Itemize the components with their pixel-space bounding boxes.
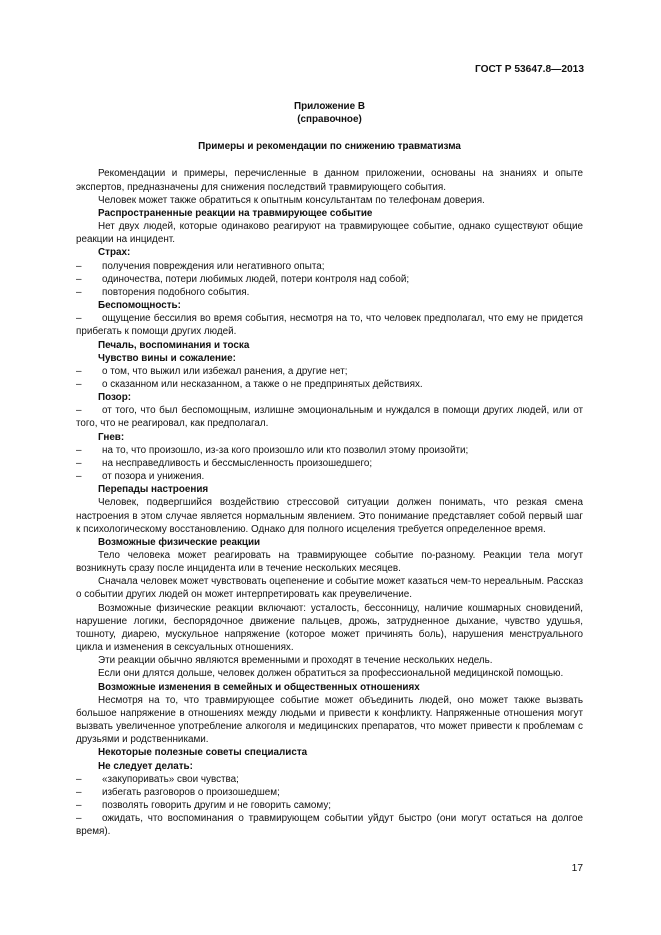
list-dash: –	[76, 457, 82, 469]
section-heading: Страх:	[98, 247, 131, 259]
list-item	[76, 260, 583, 273]
list-dash: –	[76, 799, 82, 811]
list-item-text: одиночества, потери любимых людей, потери контроля над собой;	[102, 273, 410, 285]
page-number: 17	[571, 863, 583, 874]
paragraph: Несмотря на то, что травмирующее событие может объединить людей, оно может также вызвать большое напряжение в отношениях между людьми и привести к конфликту. Напряженные отношения могут вызвать увеличенное употребление алкоголя и медицинских препаратов, что может привести к проблемам с друзьями и родственниками.	[76, 694, 583, 746]
paragraph: Нет двух людей, которые одинаково реагируют на травмирующее событие, однако существуют общие реакции на инцидент.	[76, 221, 583, 246]
list-dash: –	[76, 405, 82, 417]
section-heading: Печаль, воспоминания и тоска	[98, 339, 250, 351]
document-body	[76, 100, 583, 838]
list-item	[76, 786, 583, 799]
list-item	[76, 444, 583, 457]
list-item	[76, 286, 583, 299]
annex-title-block	[76, 100, 583, 126]
paragraph: Рекомендации и примеры, перечисленные в данном приложении, основаны на знаниях и опыте экспертов, предназначены для снижения последствий травмирующего события.	[76, 168, 583, 193]
list-item-text: получения повреждения или негативного опыта;	[102, 260, 325, 272]
list-item	[76, 470, 583, 483]
list-item-text: о сказанном или несказанном, а также о не предпринятых действиях.	[102, 378, 423, 390]
section-heading: Возможные изменения в семейных и общественных отношениях	[98, 681, 420, 693]
list-item	[76, 457, 583, 470]
list-item-text: ожидать, что воспоминания о травмирующем событии уйдут быстро (они могут остаться на долгое время).	[76, 813, 583, 838]
document-id: ГОСТ Р 53647.8—2013	[474, 64, 584, 75]
section-heading: Гнев:	[98, 431, 125, 443]
section-heading: Перепады настроения	[98, 484, 209, 496]
list-item	[76, 312, 583, 338]
list-item	[76, 273, 583, 286]
section-heading: Чувство вины и сожаление:	[98, 352, 236, 364]
list-item-text: позволять говорить другим и не говорить самому;	[102, 799, 332, 811]
list-item	[76, 773, 583, 786]
paragraph: Сначала человек может чувствовать оцепенение и событие может казаться чем-то нереальным. Рассказ о событии других людей он может интерпретировать как преувеличение.	[76, 576, 583, 601]
list-dash: –	[76, 286, 82, 298]
annex-title: Приложение В	[293, 101, 365, 112]
list-item-text: от позора и унижения.	[102, 471, 205, 483]
list-item	[76, 404, 583, 430]
list-item-text: от того, что был беспомощным, излишне эмоциональным и нуждался в помощи других людей, или от того, что не реагировал, как предполагал.	[76, 405, 583, 430]
section-heading: Не следует делать:	[98, 760, 193, 772]
list-dash: –	[76, 365, 82, 377]
section-heading: Некоторые полезные советы специалиста	[98, 747, 308, 759]
list-item	[76, 378, 583, 391]
list-item	[76, 812, 583, 838]
section-heading: Беспомощность:	[98, 300, 181, 312]
list-item-text: «закупоривать» свои чувства;	[102, 773, 239, 785]
paragraph: Человек, подвергшийся воздействию стрессовой ситуации должен понимать, что резкая смена настроения в этом случае является нормальным явлением. Это понимание представляет собой первый шаг к психологическому восстановлению. Однако для полного исцеления требуется определенное время.	[76, 497, 583, 535]
list-dash: –	[76, 313, 82, 325]
list-item	[76, 365, 583, 378]
list-item-text: ощущение бессилия во время события, несмотря на то, что человек предполагал, что ему не придется прибегать к помощи других людей.	[76, 313, 583, 338]
section-heading: Распространенные реакции на травмирующее событие	[98, 207, 373, 219]
paragraph: Человек может также обратиться к опытным консультантам по телефонам доверия.	[98, 194, 485, 206]
paragraph: Эти реакции обычно являются временными и проходят в течение нескольких недель.	[98, 655, 493, 667]
paragraph: Возможные физические реакции включают: усталость, бессонницу, наличие кошмарных сновидений, нарушение логики, беспорядочное движение пальцев, дрожь, затрудненное дыхание, чувство удушья, тошноту, диарею, мускульное напряжение (которое может причинять боль), нарушения менструального цикла и изменения в сексуальных отношениях.	[76, 602, 583, 654]
list-dash: –	[76, 378, 82, 390]
annex-type: (справочное)	[297, 114, 362, 126]
list-dash: –	[76, 444, 82, 456]
list-dash: –	[76, 273, 82, 285]
list-item	[76, 799, 583, 812]
list-dash: –	[76, 813, 82, 825]
paragraph: Тело человека может реагировать на травмирующее событие по-разному. Реакции тела могут возникнуть сразу после инцидента или в течение нескольких месяцев.	[76, 550, 583, 575]
section-heading: Позор:	[98, 392, 132, 404]
list-dash: –	[76, 471, 82, 483]
list-dash: –	[76, 786, 82, 798]
list-item-text: на несправедливость и бессмысленность произошедшего;	[102, 457, 373, 469]
list-item-text: избегать разговоров о произошедшем;	[102, 786, 280, 798]
annex-content	[76, 167, 583, 838]
list-dash: –	[76, 773, 82, 785]
section-heading: Возможные физические реакции	[98, 536, 261, 548]
annex-heading: Примеры и рекомендации по снижению травматизма	[198, 141, 461, 153]
list-item-text: о том, что выжил или избежал ранения, а другие нет;	[102, 365, 348, 377]
list-item-text: повторения подобного события.	[102, 286, 250, 298]
paragraph: Если они длятся дольше, человек должен обратиться за профессиональной медицинской помощью.	[98, 668, 564, 680]
list-dash: –	[76, 260, 82, 272]
list-item-text: на то, что произошло, из-за кого произошло или кто позволил этому произойти;	[102, 444, 469, 456]
